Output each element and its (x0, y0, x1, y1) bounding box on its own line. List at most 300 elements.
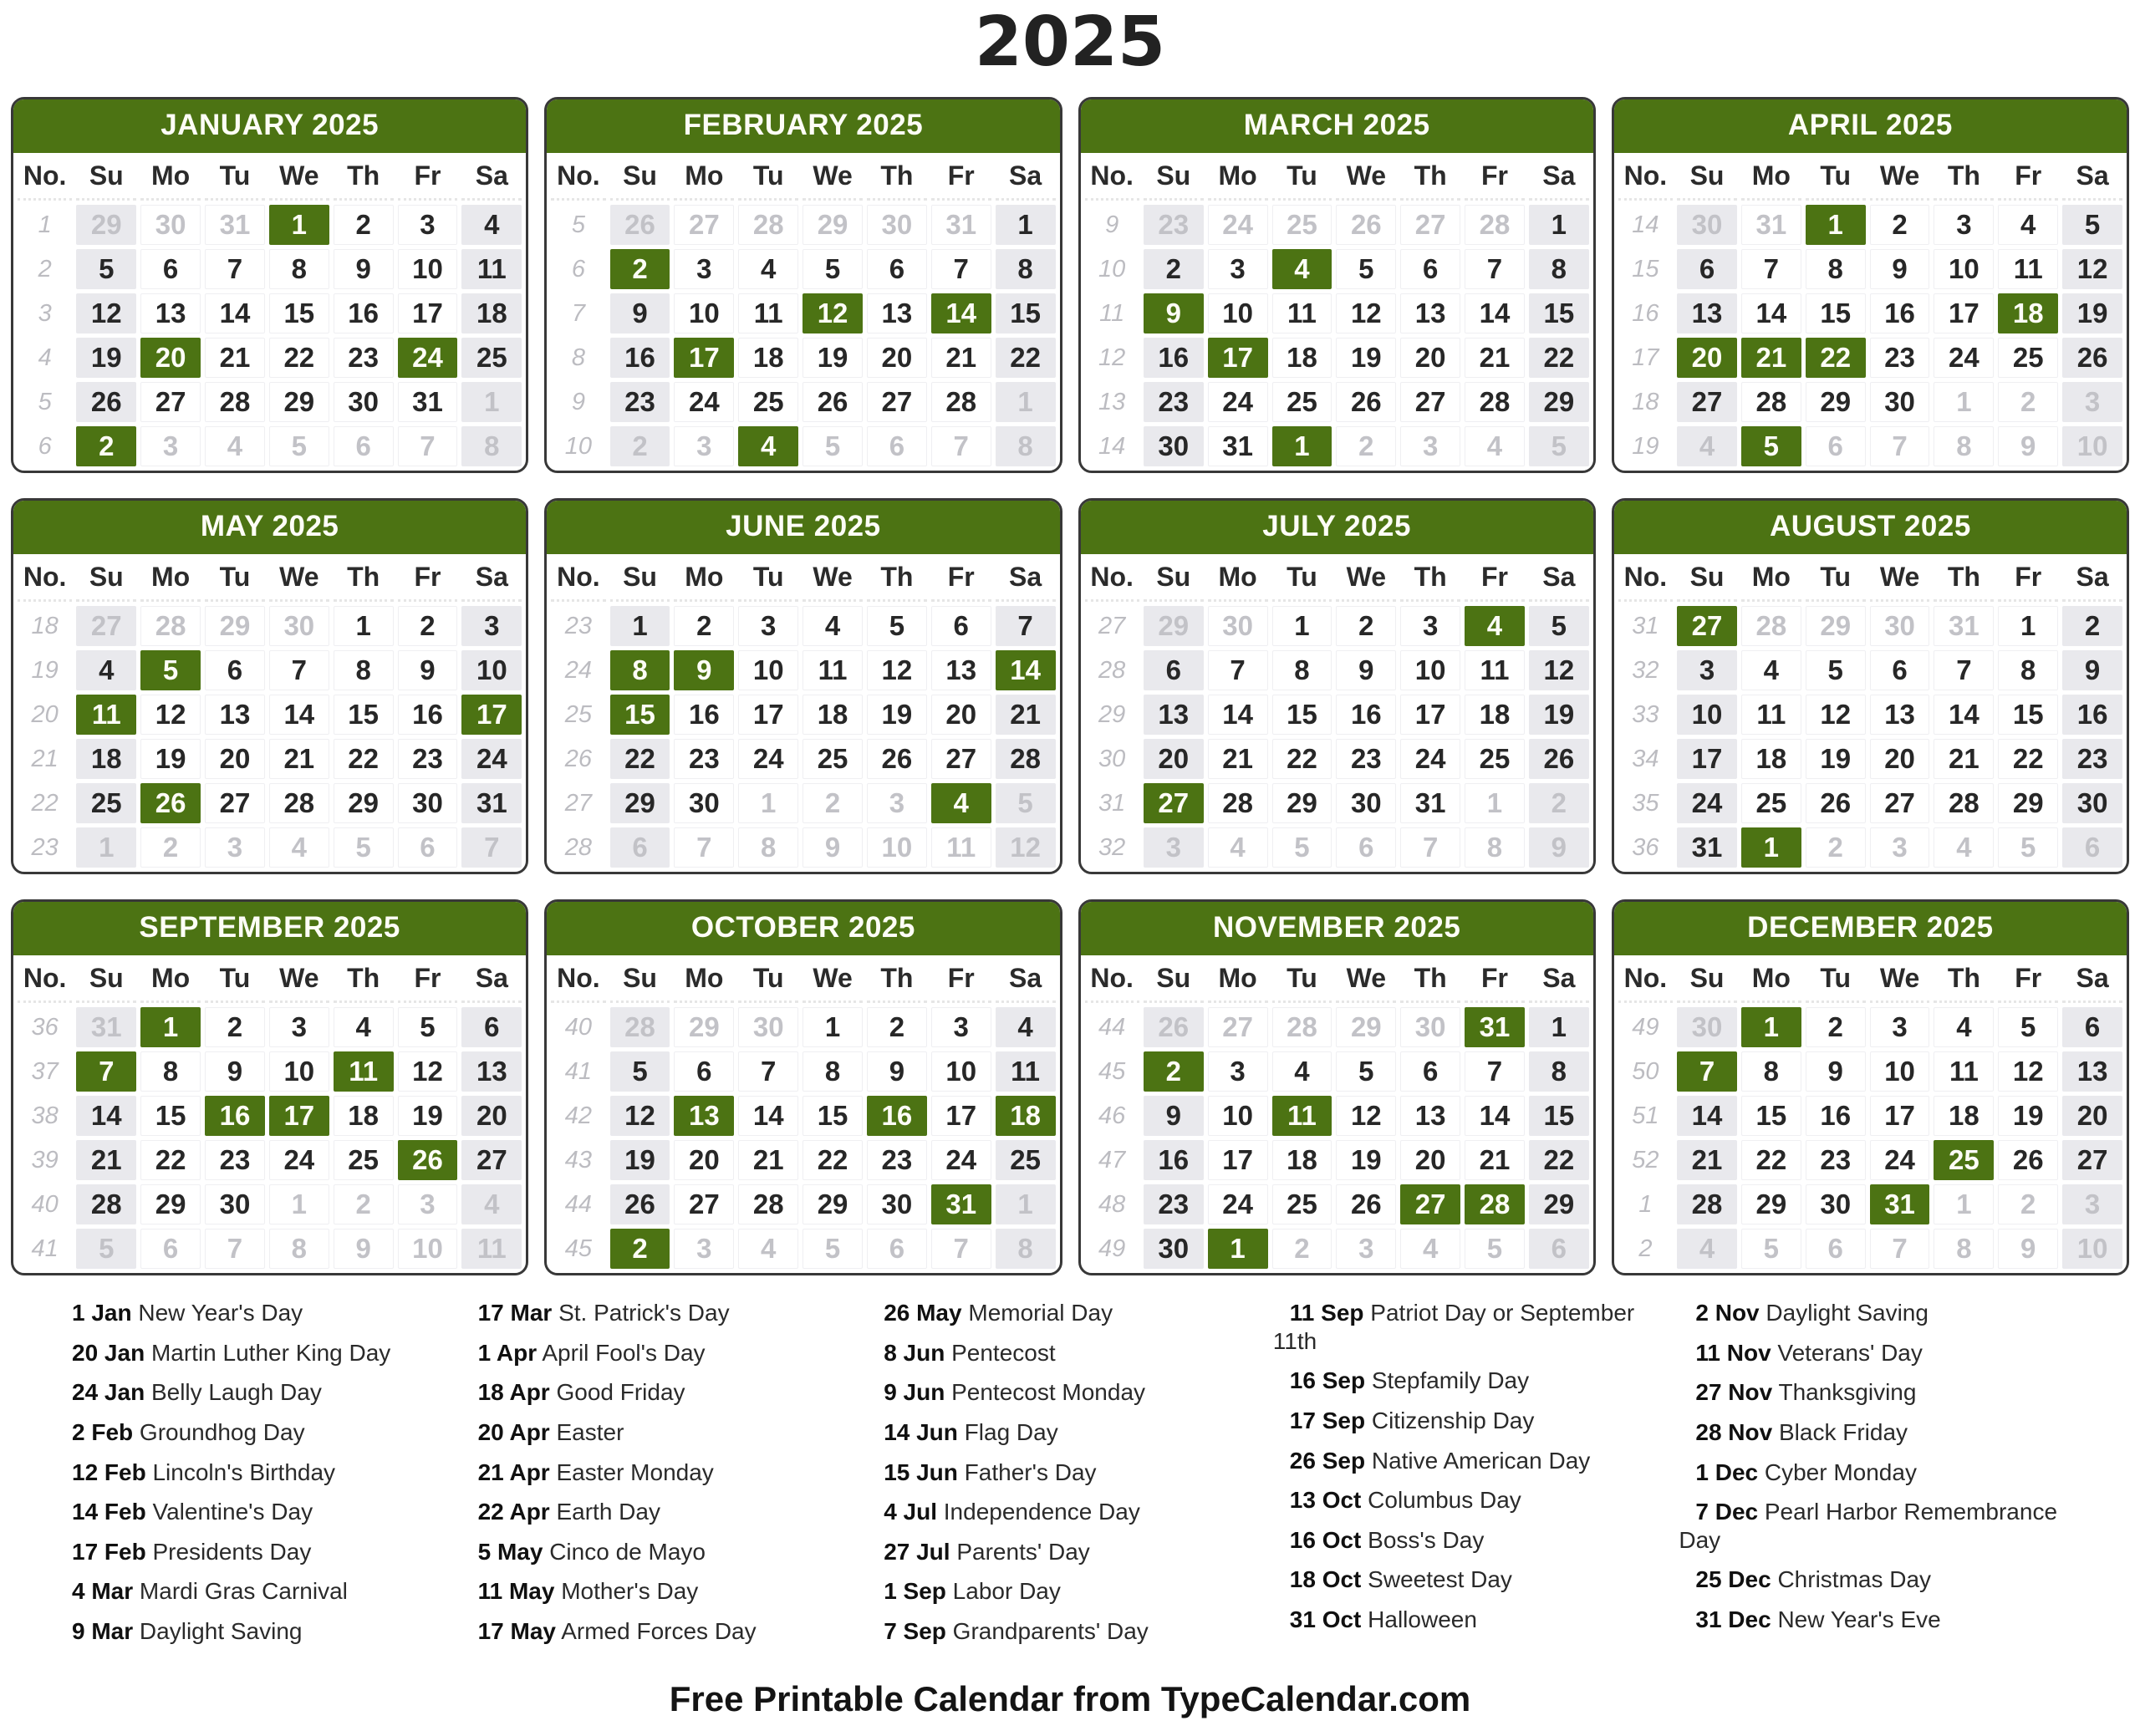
day-cell: 1 (1934, 382, 1994, 422)
day-cell: 3 (1400, 606, 1460, 646)
holiday-item: 4 Jul Independence Day (884, 1499, 1140, 1525)
day-cell: 29 (205, 606, 265, 646)
day-cell: 16 (867, 1096, 927, 1136)
week-row (551, 739, 1055, 779)
day-cell: 17 (1208, 1140, 1268, 1180)
month-table (1081, 153, 1593, 471)
day-cell: 26 (1806, 783, 1866, 823)
weekday-header: Fr (931, 558, 991, 602)
day-cell: 3 (2062, 1184, 2122, 1224)
weekday-row (1618, 558, 2122, 602)
day-cell: 21 (996, 695, 1056, 735)
day-cell: 25 (461, 338, 522, 378)
week-row (551, 382, 1055, 422)
day-cell: 24 (738, 739, 798, 779)
day-cell: 10 (738, 650, 798, 690)
holiday-item: 8 Jun Pentecost (884, 1339, 1056, 1366)
day-cell: 28 (1741, 606, 1801, 646)
day-cell: 9 (334, 249, 394, 289)
day-cell: 3 (931, 1007, 991, 1047)
weekday-header: Fr (1465, 960, 1525, 1003)
day-cell: 6 (1870, 650, 1930, 690)
day-cell: 5 (76, 1229, 136, 1269)
day-cell: 24 (398, 338, 458, 378)
holiday-item: 26 Sep Native American Day (1289, 1447, 1591, 1474)
weekday-header: Su (610, 157, 670, 201)
day-cell: 27 (674, 205, 734, 245)
weekday-header: Sa (996, 157, 1056, 201)
day-cell: 6 (334, 426, 394, 466)
day-cell: 15 (1998, 695, 2058, 735)
day-cell: 16 (674, 695, 734, 735)
day-cell: 2 (674, 606, 734, 646)
day-cell: 27 (76, 606, 136, 646)
weekday-header: Sa (461, 558, 522, 602)
day-cell: 24 (1208, 1184, 1268, 1224)
week-row (551, 650, 1055, 690)
weekday-header: Th (867, 960, 927, 1003)
week-row (18, 382, 522, 422)
week-row (18, 783, 522, 823)
week-number: 13 (1085, 382, 1139, 422)
week-row (18, 650, 522, 690)
day-cell: 1 (1465, 783, 1525, 823)
week-row (18, 249, 522, 289)
holiday-date: 14 Feb (72, 1499, 146, 1525)
holiday-date: 16 Oct (1289, 1526, 1362, 1553)
month-card (1612, 97, 2129, 473)
day-cell: 8 (1806, 249, 1866, 289)
weekday-header: Mo (1741, 960, 1801, 1003)
weekday-header: Mo (1208, 960, 1268, 1003)
week-number: 6 (551, 249, 605, 289)
day-cell: 29 (1529, 382, 1589, 422)
month-title: FEBRUARY 2025 (547, 99, 1059, 153)
day-cell: 8 (1998, 650, 2058, 690)
week-number: 26 (551, 739, 605, 779)
day-cell: 17 (1934, 293, 1994, 333)
holiday-date: 4 Jul (884, 1499, 937, 1525)
weekday-row (1085, 558, 1589, 602)
holiday-item: 17 May Armed Forces Day (477, 1617, 757, 1644)
day-cell: 25 (1272, 382, 1332, 422)
day-cell: 30 (1870, 382, 1930, 422)
week-row (18, 606, 522, 646)
day-cell: 20 (674, 1140, 734, 1180)
day-cell: 14 (76, 1096, 136, 1136)
week-number: 23 (551, 606, 605, 646)
day-cell: 2 (1144, 1051, 1204, 1092)
day-cell: 17 (1870, 1096, 1930, 1136)
weekday-header: Tu (1272, 960, 1332, 1003)
week-row (1085, 1229, 1589, 1269)
day-cell: 23 (1144, 205, 1204, 245)
week-number: 42 (551, 1096, 605, 1136)
day-cell: 18 (334, 1096, 394, 1136)
day-cell: 11 (738, 293, 798, 333)
weekday-header: Mo (1208, 558, 1268, 602)
month-title: OCTOBER 2025 (547, 902, 1059, 955)
week-number: 35 (1618, 783, 1673, 823)
week-row (1085, 1096, 1589, 1136)
day-cell: 5 (398, 1007, 458, 1047)
weekday-header: Su (610, 558, 670, 602)
day-cell: 5 (2062, 205, 2122, 245)
day-cell: 8 (269, 249, 329, 289)
month-title: JULY 2025 (1081, 501, 1593, 554)
day-cell: 3 (205, 827, 265, 868)
weekday-header: We (269, 960, 329, 1003)
weekday-header: Sa (996, 960, 1056, 1003)
holiday-item: 14 Jun Flag Day (884, 1418, 1058, 1445)
day-cell: 20 (1870, 739, 1930, 779)
day-cell: 4 (205, 426, 265, 466)
day-cell: 30 (1336, 783, 1396, 823)
month-card (11, 498, 528, 874)
day-cell: 30 (738, 1007, 798, 1047)
day-cell: 20 (461, 1096, 522, 1136)
day-cell: 17 (931, 1096, 991, 1136)
month-card (544, 899, 1062, 1275)
day-cell: 14 (1465, 293, 1525, 333)
day-cell: 5 (1465, 1229, 1525, 1269)
day-cell: 16 (398, 695, 458, 735)
holiday-date: 28 Nov (1695, 1418, 1773, 1445)
day-cell: 1 (996, 1184, 1056, 1224)
day-cell: 20 (1400, 1140, 1460, 1180)
day-cell: 30 (269, 606, 329, 646)
holiday-date: 18 Oct (1289, 1566, 1362, 1593)
day-cell: 6 (867, 426, 927, 466)
holiday-date: 9 Jun (884, 1379, 945, 1406)
week-row (551, 338, 1055, 378)
day-cell: 1 (1934, 1184, 1994, 1224)
weekday-header: We (269, 558, 329, 602)
weekday-header: Su (1144, 960, 1204, 1003)
day-cell: 11 (1934, 1051, 1994, 1092)
month-table (13, 554, 526, 872)
day-cell: 23 (398, 739, 458, 779)
week-row (1085, 650, 1589, 690)
day-cell: 2 (802, 783, 863, 823)
week-row (1618, 606, 2122, 646)
weekday-row (1085, 960, 1589, 1003)
day-cell: 4 (1272, 1051, 1332, 1092)
day-cell: 20 (205, 739, 265, 779)
month-title: AUGUST 2025 (1614, 501, 2127, 554)
day-cell: 4 (269, 827, 329, 868)
day-cell: 28 (610, 1007, 670, 1047)
holiday-item: 11 May Mother's Day (477, 1578, 699, 1605)
day-cell: 13 (1144, 695, 1204, 735)
weekday-header: Su (76, 558, 136, 602)
day-cell: 28 (996, 739, 1056, 779)
day-cell: 26 (1336, 1184, 1396, 1224)
day-cell: 5 (802, 249, 863, 289)
day-cell: 2 (610, 426, 670, 466)
day-cell: 7 (1741, 249, 1801, 289)
weekday-header: No. (551, 960, 605, 1003)
day-cell: 26 (1336, 382, 1396, 422)
month-card (1078, 97, 1596, 473)
day-cell: 26 (867, 739, 927, 779)
day-cell: 29 (1336, 1007, 1396, 1047)
day-cell: 4 (1208, 827, 1268, 868)
holiday-date: 2 Nov (1695, 1300, 1760, 1326)
holiday-date: 18 Apr (477, 1379, 550, 1406)
holiday-item: 7 Dec Pearl Harbor Remembrance Day (1679, 1499, 2058, 1553)
holiday-item: 20 Jan Martin Luther King Day (72, 1339, 391, 1366)
day-cell: 12 (802, 293, 863, 333)
day-cell: 29 (334, 783, 394, 823)
week-row (551, 606, 1055, 646)
week-number: 30 (1085, 739, 1139, 779)
week-row (551, 695, 1055, 735)
month-title: JANUARY 2025 (13, 99, 526, 153)
week-number: 27 (551, 783, 605, 823)
weekday-header: Su (1677, 558, 1737, 602)
day-cell: 2 (1144, 249, 1204, 289)
weekday-header: We (1336, 960, 1396, 1003)
weekday-header: Tu (738, 960, 798, 1003)
month-card (1078, 899, 1596, 1275)
day-cell: 3 (674, 249, 734, 289)
weekday-header: Th (1934, 157, 1994, 201)
day-cell: 8 (802, 1051, 863, 1092)
day-cell: 26 (610, 1184, 670, 1224)
day-cell: 19 (398, 1096, 458, 1136)
weekday-header: Tu (205, 558, 265, 602)
holiday-item: 27 Jul Parents' Day (884, 1538, 1090, 1565)
month-card (544, 498, 1062, 874)
week-number: 51 (1618, 1096, 1673, 1136)
holiday-date: 20 Jan (72, 1339, 145, 1366)
day-cell: 3 (674, 1229, 734, 1269)
weekday-header: Fr (398, 157, 458, 201)
week-number: 46 (1085, 1096, 1139, 1136)
day-cell: 6 (931, 606, 991, 646)
day-cell: 27 (1400, 1184, 1460, 1224)
day-cell: 1 (610, 606, 670, 646)
week-row (1085, 827, 1589, 868)
day-cell: 15 (1741, 1096, 1801, 1136)
day-cell: 7 (398, 426, 458, 466)
day-cell: 19 (867, 695, 927, 735)
weekday-header: Tu (738, 558, 798, 602)
week-number: 27 (1085, 606, 1139, 646)
day-cell: 25 (802, 739, 863, 779)
week-number: 24 (551, 650, 605, 690)
weekday-header: Su (1677, 157, 1737, 201)
holiday-date: 12 Feb (72, 1459, 146, 1485)
weekday-header: Th (1400, 558, 1460, 602)
day-cell: 16 (1870, 293, 1930, 333)
day-cell: 31 (1465, 1007, 1525, 1047)
day-cell: 15 (140, 1096, 201, 1136)
week-row (1085, 695, 1589, 735)
holiday-date: 5 May (477, 1538, 543, 1565)
day-cell: 19 (1998, 1096, 2058, 1136)
day-cell: 31 (1934, 606, 1994, 646)
week-row (1085, 1140, 1589, 1180)
week-row (1085, 606, 1589, 646)
day-cell: 6 (1529, 1229, 1589, 1269)
day-cell: 2 (334, 1184, 394, 1224)
day-cell: 4 (1934, 827, 1994, 868)
day-cell: 12 (610, 1096, 670, 1136)
day-cell: 10 (398, 249, 458, 289)
holiday-date: 1 Dec (1695, 1459, 1759, 1485)
day-cell: 23 (1336, 739, 1396, 779)
weekday-row (18, 558, 522, 602)
day-cell: 27 (1400, 382, 1460, 422)
week-number: 9 (1085, 205, 1139, 245)
day-cell: 7 (269, 650, 329, 690)
day-cell: 17 (738, 695, 798, 735)
holiday-item: 25 Dec Christmas Day (1695, 1566, 1932, 1593)
week-number: 44 (1085, 1007, 1139, 1047)
month-card (544, 97, 1062, 473)
day-cell: 22 (269, 338, 329, 378)
day-cell: 12 (867, 650, 927, 690)
day-cell: 10 (1208, 293, 1268, 333)
day-cell: 29 (1529, 1184, 1589, 1224)
day-cell: 28 (1677, 1184, 1737, 1224)
day-cell: 16 (334, 293, 394, 333)
weekday-header: Th (1400, 157, 1460, 201)
day-cell: 29 (802, 205, 863, 245)
weekday-header: No. (18, 558, 72, 602)
weekday-header: Mo (674, 960, 734, 1003)
holiday-legend (0, 1299, 2140, 1657)
day-cell: 10 (674, 293, 734, 333)
week-row (1085, 249, 1589, 289)
weekday-header: Th (867, 157, 927, 201)
day-cell: 7 (205, 249, 265, 289)
month-title: MAY 2025 (13, 501, 526, 554)
day-cell: 3 (269, 1007, 329, 1047)
day-cell: 24 (269, 1140, 329, 1180)
day-cell: 15 (1529, 293, 1589, 333)
day-cell: 11 (1741, 695, 1801, 735)
day-cell: 10 (2062, 1229, 2122, 1269)
holiday-item: 24 Jan Belly Laugh Day (72, 1379, 322, 1406)
day-cell: 1 (1272, 426, 1332, 466)
holiday-column (1273, 1299, 1679, 1657)
month-card (1078, 498, 1596, 874)
day-cell: 28 (738, 1184, 798, 1224)
weekday-header: We (1870, 960, 1930, 1003)
weekday-header: Tu (1806, 157, 1866, 201)
holiday-date: 26 May (884, 1300, 962, 1326)
day-cell: 31 (931, 205, 991, 245)
holiday-item: 17 Mar St. Patrick's Day (477, 1300, 730, 1326)
day-cell: 12 (1336, 1096, 1396, 1136)
day-cell: 28 (205, 382, 265, 422)
week-number: 41 (18, 1229, 72, 1269)
day-cell: 2 (1529, 783, 1589, 823)
day-cell: 2 (205, 1007, 265, 1047)
holiday-item: 18 Oct Sweetest Day (1289, 1566, 1512, 1593)
day-cell: 1 (996, 382, 1056, 422)
week-row (1618, 739, 2122, 779)
weekday-header: No. (1618, 960, 1673, 1003)
day-cell: 8 (1934, 1229, 1994, 1269)
day-cell: 6 (1144, 650, 1204, 690)
holiday-date: 15 Jun (884, 1459, 958, 1485)
months-grid (0, 97, 2140, 1275)
day-cell: 3 (1208, 1051, 1268, 1092)
day-cell: 16 (1336, 695, 1396, 735)
weekday-header: We (269, 157, 329, 201)
week-number: 10 (551, 426, 605, 466)
day-cell: 16 (610, 338, 670, 378)
day-cell: 14 (996, 650, 1056, 690)
day-cell: 10 (867, 827, 927, 868)
day-cell: 6 (461, 1007, 522, 1047)
day-cell: 22 (334, 739, 394, 779)
week-number: 5 (551, 205, 605, 245)
month-title: JUNE 2025 (547, 501, 1059, 554)
weekday-row (551, 558, 1055, 602)
day-cell: 22 (1998, 739, 2058, 779)
day-cell: 1 (76, 827, 136, 868)
day-cell: 25 (334, 1140, 394, 1180)
day-cell: 25 (738, 382, 798, 422)
day-cell: 4 (1677, 1229, 1737, 1269)
day-cell: 12 (1998, 1051, 2058, 1092)
holiday-column (867, 1299, 1273, 1657)
day-cell: 10 (461, 650, 522, 690)
weekday-header: Fr (1465, 558, 1525, 602)
day-cell: 19 (1336, 1140, 1396, 1180)
day-cell: 9 (1870, 249, 1930, 289)
day-cell: 20 (1677, 338, 1737, 378)
day-cell: 18 (1998, 293, 2058, 333)
day-cell: 3 (1208, 249, 1268, 289)
day-cell: 1 (996, 205, 1056, 245)
day-cell: 27 (1208, 1007, 1268, 1047)
day-cell: 22 (140, 1140, 201, 1180)
day-cell: 4 (738, 249, 798, 289)
day-cell: 5 (802, 1229, 863, 1269)
week-number: 25 (551, 695, 605, 735)
day-cell: 27 (1144, 783, 1204, 823)
holiday-item: 11 Nov Veterans' Day (1695, 1339, 1923, 1366)
month-table (547, 955, 1059, 1273)
day-cell: 28 (1934, 783, 1994, 823)
day-cell: 3 (738, 606, 798, 646)
day-cell: 2 (610, 249, 670, 289)
day-cell: 8 (1529, 249, 1589, 289)
week-number: 4 (18, 338, 72, 378)
day-cell: 3 (398, 1184, 458, 1224)
day-cell: 11 (461, 1229, 522, 1269)
day-cell: 18 (1741, 739, 1801, 779)
month-title: NOVEMBER 2025 (1081, 902, 1593, 955)
day-cell: 31 (398, 382, 458, 422)
day-cell: 2 (867, 1007, 927, 1047)
day-cell: 18 (1272, 1140, 1332, 1180)
day-cell: 22 (1272, 739, 1332, 779)
day-cell: 16 (1144, 1140, 1204, 1180)
day-cell: 2 (334, 205, 394, 245)
weekday-header: No. (551, 558, 605, 602)
day-cell: 4 (461, 205, 522, 245)
weekday-header: Sa (461, 960, 522, 1003)
day-cell: 15 (1806, 293, 1866, 333)
holiday-date: 2 Feb (72, 1418, 134, 1445)
